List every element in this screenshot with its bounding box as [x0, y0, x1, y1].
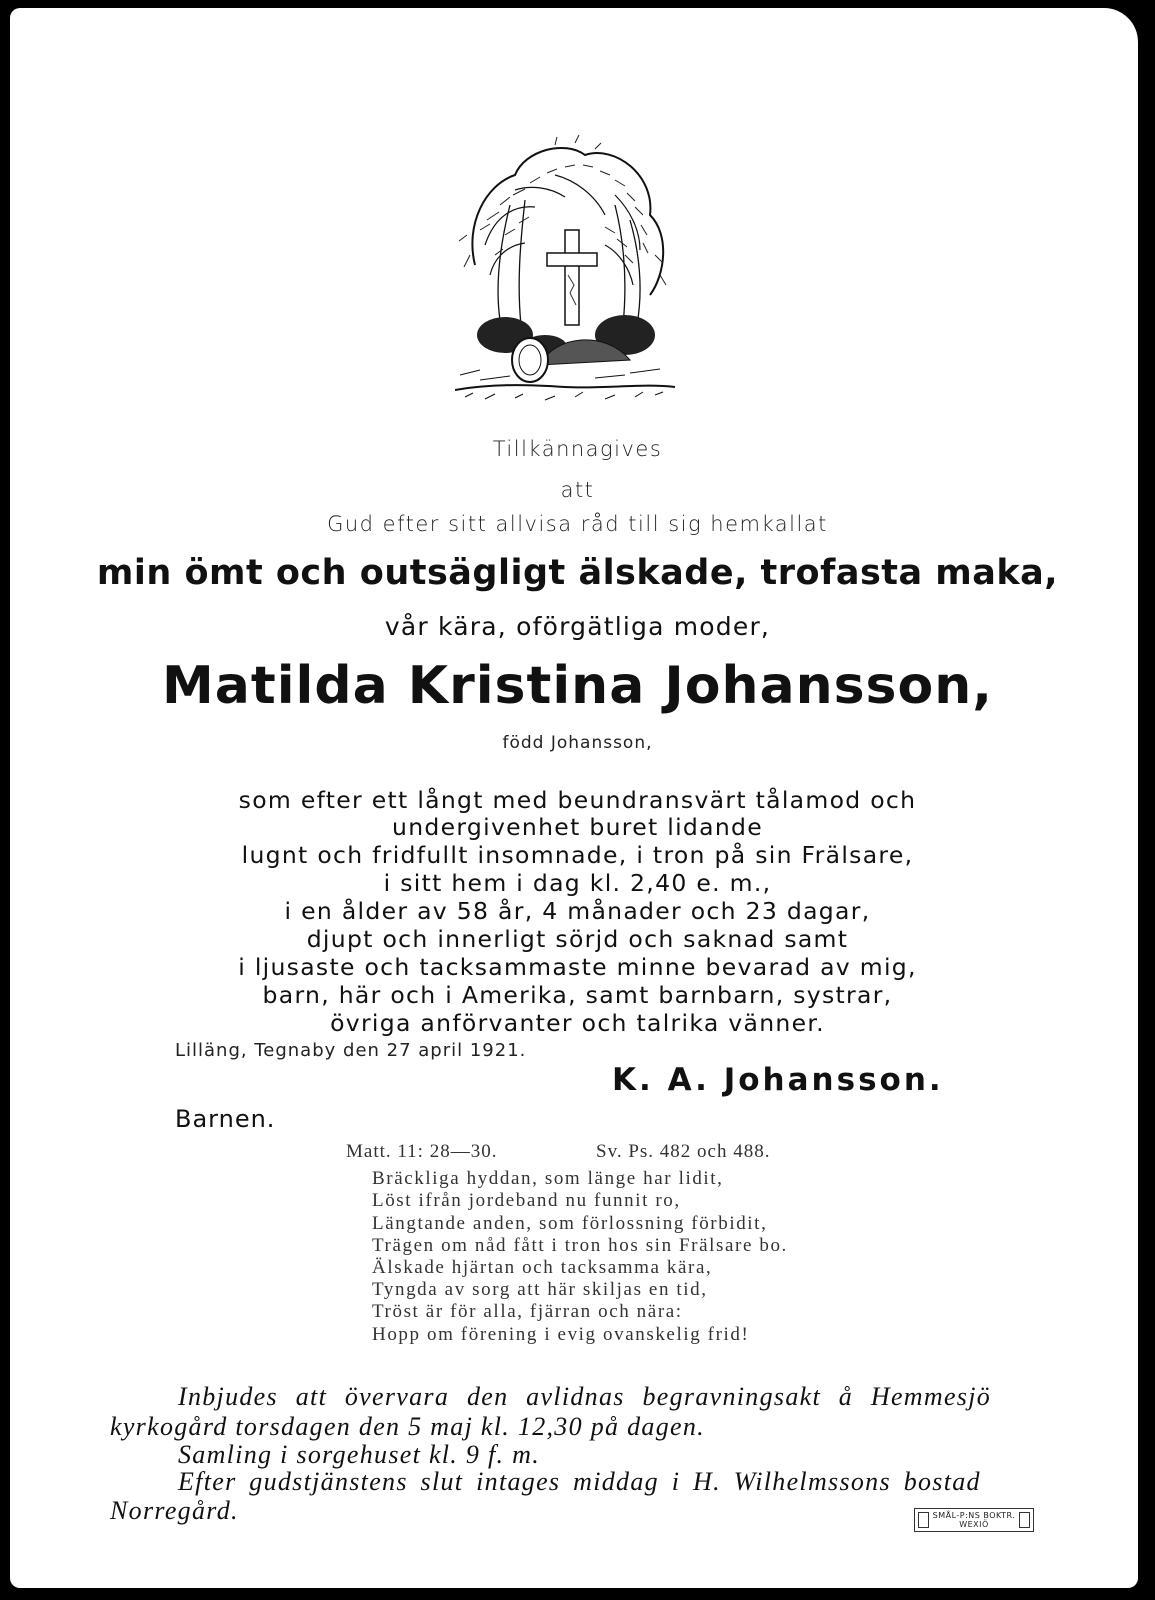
hymn-line: Hopp om förening i evig ovanskelig frid! — [372, 1324, 750, 1345]
deceased-name: Matilda Kristina Johansson, — [162, 656, 993, 716]
notice-line-att: att — [560, 478, 595, 502]
psalm-reference: Sv. Ps. 482 och 488. — [596, 1141, 771, 1162]
body-line: i ljusaste och tacksammaste minne bevarad av mig, — [238, 953, 917, 981]
invitation-line: Efter gudstjänstens slut intages middag i H. Wilhelmssons bostad — [178, 1467, 981, 1496]
hymn-line: Bräckliga hyddan, som länge har lidit, — [372, 1168, 724, 1189]
invitation-line: Inbjudes att övervara den avlidnas begravningsakt å Hemmesjö — [178, 1382, 992, 1411]
scripture-reference: Matt. 11: 28—30. — [346, 1141, 498, 1162]
hymn-line: Tyngda av sorg att här skiljas en tid, — [372, 1279, 708, 1300]
notice-line-announce: Tillkännagives — [492, 437, 663, 461]
invitation-line: kyrkogård torsdagen den 5 maj kl. 12,30 på dagen. — [110, 1412, 705, 1441]
hymn-line: Längtande anden, som förlossning förbidit, — [372, 1213, 768, 1234]
notice-line-wife: min ömt och outsägligt älskade, trofasta maka, — [96, 553, 1059, 593]
body-line: djupt och innerligt sörjd och saknad samt — [306, 925, 849, 953]
signature: K. A. Johansson. — [612, 1062, 944, 1098]
invitation-line: Samling i sorgehuset kl. 9 f. m. — [178, 1440, 541, 1469]
body-line: i sitt hem i dag kl. 2,40 e. m., — [383, 869, 772, 897]
children-signature: Barnen. — [175, 1105, 276, 1133]
hymn-line: Trägen om nåd fått i tron hos sin Frälsare bo. — [372, 1235, 788, 1256]
body-line: barn, här och i Amerika, samt barnbarn, systrar, — [262, 981, 893, 1009]
printer-name: SMÅL-P:NS BOKTR. — [932, 1511, 1016, 1520]
body-line: lugnt och fridfullt insomnade, i tron på sin Frälsare, — [241, 841, 914, 869]
hymn-line: Tröst är för alla, fjärran och nära: — [372, 1301, 683, 1322]
grave-vignette-illustration — [455, 135, 675, 410]
body-line: i en ålder av 58 år, 4 månader och 23 dagar, — [284, 897, 871, 925]
hymn-line: Löst ifrån jordeband nu funnit ro, — [372, 1190, 681, 1211]
hymn-line: Älskade hjärtan och tacksamma kära, — [372, 1257, 713, 1278]
invitation-line: Norregård. — [110, 1496, 239, 1525]
born-as: född Johansson, — [502, 733, 653, 753]
printer-city: WEXIÖ — [959, 1520, 989, 1529]
body-line: undergivenhet buret lidande — [392, 813, 763, 841]
place-date: Lilläng, Tegnaby den 27 april 1921. — [175, 1040, 527, 1061]
notice-line-god: Gud efter sitt allvisa råd till sig hemkallat — [327, 512, 828, 536]
notice-line-mother: vår kära, oförgätliga moder, — [384, 612, 771, 641]
body-line: övriga anförvanter och talrika vänner. — [330, 1009, 825, 1037]
body-line: som efter ett långt med beundransvärt tålamod och — [238, 786, 917, 814]
printer-mark — [914, 1508, 1034, 1532]
